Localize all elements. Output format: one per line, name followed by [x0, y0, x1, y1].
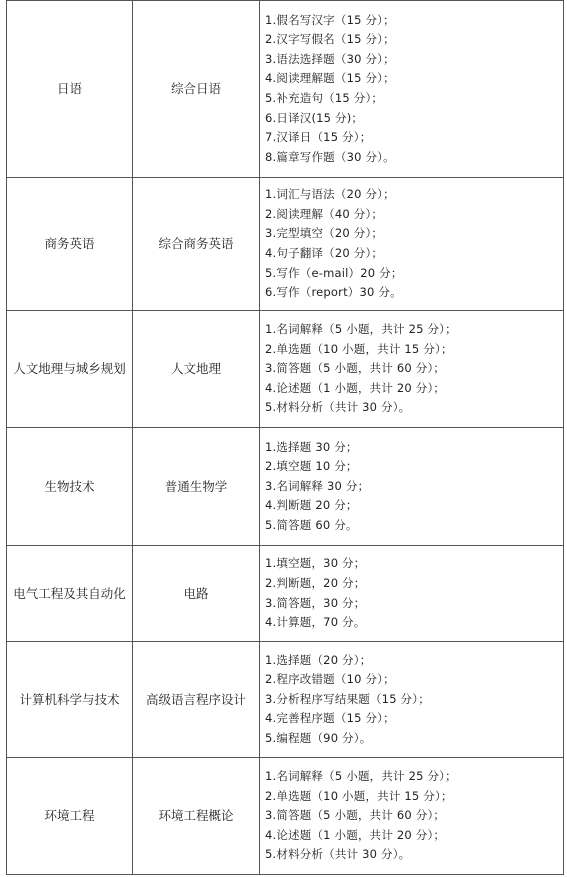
exam-item: 1.假名写汉字（15 分）； — [265, 12, 395, 27]
exam-item: 2.单选题（10 小题，共计 15 分）； — [265, 788, 453, 803]
table-body — [7, 1, 564, 875]
exam-item: 3.语法选择题（30 分）； — [265, 51, 395, 66]
table-row — [7, 178, 564, 311]
exam-item: 2.程序改错题（10 分）； — [265, 672, 395, 687]
course-cell: 人文地理 — [133, 311, 260, 428]
exam-item: 3.名词解释 30 分； — [265, 478, 370, 493]
exam-item: 8.篇章写作题（30 分）。 — [265, 149, 395, 164]
exam-item: 6.日译汉(15 分)； — [265, 110, 364, 125]
exam-item: 3.完型填空（20 分）； — [265, 226, 384, 241]
exam-item: 4.计算题，70 分。 — [265, 615, 366, 630]
major-cell: 电气工程及其自动化 — [7, 546, 133, 642]
course-cell: 环境工程概论 — [133, 758, 260, 875]
exam-item: 4.阅读理解题（15 分）； — [265, 71, 395, 86]
major-cell: 人文地理与城乡规划 — [7, 311, 133, 428]
exam-content-cell — [260, 428, 564, 546]
course-cell: 综合商务英语 — [133, 178, 260, 311]
exam-content-cell — [260, 642, 564, 758]
exam-item: 1.选择题（20 分）； — [265, 652, 372, 667]
exam-content-cell — [260, 758, 564, 875]
exam-item: 4.句子翻译（20 分）； — [265, 246, 384, 260]
exam-item: 1.填空题，30 分； — [265, 556, 366, 571]
exam-item: 2.汉字写假名（15 分）； — [265, 32, 395, 47]
exam-item: 2.单选题（10 小题，共计 15 分）； — [265, 341, 453, 356]
exam-item: 3.分析程序写结果题（15 分）； — [265, 691, 430, 706]
table-row — [7, 642, 564, 758]
exam-item: 7.汉译日（15 分）； — [265, 130, 372, 145]
major-cell: 日语 — [7, 1, 133, 178]
exam-item: 3.简答题（5 小题，共计 60 分）； — [265, 808, 446, 823]
exam-item: 5.补充造句（15 分）； — [265, 91, 384, 105]
exam-item: 2.阅读理解（40 分）； — [265, 206, 384, 221]
exam-item: 1.名词解释（5 小题，共计 25 分）； — [265, 769, 457, 784]
exam-item: 5.简答题 60 分。 — [265, 517, 358, 532]
course-cell: 普通生物学 — [133, 428, 260, 546]
exam-content-cell — [260, 311, 564, 428]
exam-item: 1.名词解释（5 小题，共计 25 分）； — [265, 322, 457, 337]
major-cell: 生物技术 — [7, 428, 133, 546]
table-row — [7, 1, 564, 178]
major-cell: 商务英语 — [7, 178, 133, 311]
exam-item: 1.选择题 30 分； — [265, 439, 358, 454]
exam-subject-table — [6, 0, 564, 875]
course-cell: 高级语言程序设计 — [133, 642, 260, 758]
table-row — [7, 546, 564, 642]
exam-item: 3.简答题，30 分； — [265, 595, 366, 610]
exam-item: 6.写作（report）30 分。 — [265, 285, 402, 300]
major-cell: 环境工程 — [7, 758, 133, 875]
exam-item: 4.判断题 20 分； — [265, 498, 358, 513]
table-row — [7, 311, 564, 428]
exam-item: 4.完善程序题（15 分）； — [265, 711, 395, 726]
exam-item: 2.填空题 10 分； — [265, 459, 358, 474]
exam-content-cell — [260, 1, 564, 178]
major-cell: 计算机科学与技术 — [7, 642, 133, 758]
exam-item: 2.判断题，20 分； — [265, 575, 366, 590]
table-row — [7, 758, 564, 875]
exam-item: 1.词汇与语法（20 分）； — [265, 187, 395, 202]
exam-item: 4.论述题（1 小题，共计 20 分）； — [265, 380, 446, 395]
exam-item: 5.编程题（90 分）。 — [265, 730, 372, 745]
exam-item: 5.材料分析（共计 30 分）。 — [265, 847, 411, 862]
table-row — [7, 428, 564, 546]
exam-item: 5.材料分析（共计 30 分）。 — [265, 400, 411, 415]
course-cell: 电路 — [133, 546, 260, 642]
course-cell: 综合日语 — [133, 1, 260, 178]
exam-item: 3.简答题（5 小题，共计 60 分）； — [265, 361, 446, 376]
exam-item: 4.论述题（1 小题，共计 20 分）； — [265, 827, 446, 842]
exam-content-cell — [260, 546, 564, 642]
exam-content-cell — [260, 178, 564, 311]
exam-item: 5.写作（e-mail）20 分； — [265, 265, 403, 280]
